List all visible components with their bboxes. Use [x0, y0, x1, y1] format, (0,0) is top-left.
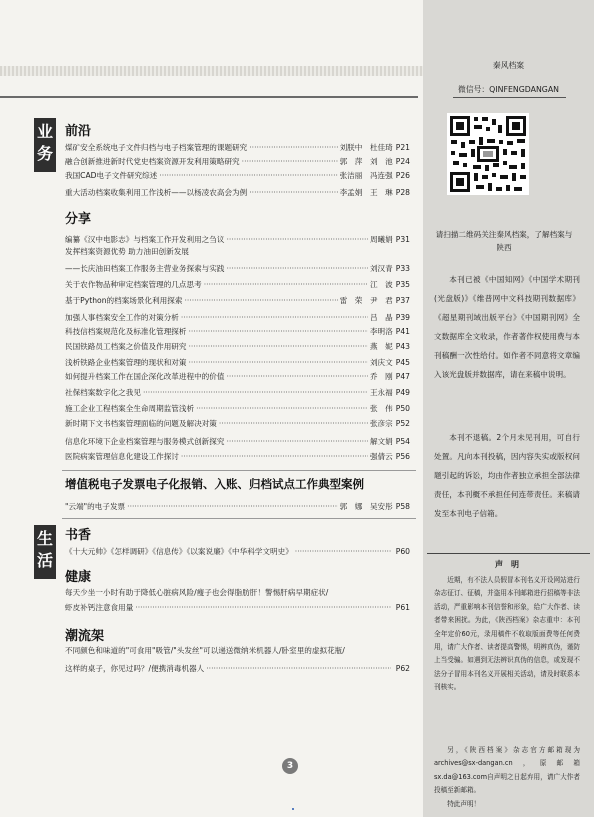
- toc-entry[interactable]: [65, 170, 410, 181]
- entry-title-line[interactable]: 发挥档案资源优势 助力油田创新发展: [65, 247, 189, 256]
- toc-entry[interactable]: [65, 451, 410, 462]
- entry-title-line[interactable]: 不同颜色和味道的"可食用"吸管/"头发丝"可以递送微纳米机器人/卧室里的虚拟花瓶/: [65, 646, 345, 655]
- leader-dots: [135, 602, 390, 613]
- entry-title: 新时期下文书档案管理面临的问题及解决对策: [65, 419, 217, 428]
- toc-entry[interactable]: [65, 418, 410, 429]
- entry-author: 郭 娜 吴安彤: [339, 502, 393, 511]
- entry-page: P39: [395, 313, 410, 322]
- entry-title: 浅析铁路企业档案管理的现状和对策: [65, 358, 187, 367]
- qr-caption: 请扫描二维码关注秦风档案，了解档案与陕西: [435, 230, 573, 252]
- entry-title: 融合创新推进新时代党史档案资源开发利用策略研究: [65, 157, 240, 166]
- entry-title: 信息化环境下企业档案管理与服务模式创新探究: [65, 437, 225, 446]
- leader-dots: [196, 403, 368, 414]
- qr-code-icon[interactable]: [447, 113, 529, 195]
- leader-dots: [226, 263, 368, 274]
- submission-notice: 本刊不退稿。2个月未见刊用，可自行处置。凡向本刊投稿，因内容失实或版权问题引起的诉讼，均由作者独立承担全部法律责任，本刊概不承担任何连带责任。来稿请发至本刊电子信箱。: [434, 433, 580, 518]
- entry-page: P35: [395, 280, 410, 289]
- category-tab-life: [34, 525, 56, 579]
- wechat-underline: [453, 97, 566, 98]
- entry-page: P41: [395, 327, 410, 336]
- declaration-paragraph: 近期，有不法人员假冒本刊名义开设网站进行杂志征订、征稿，并盗用本刊邮箱进行招稿等非法活动，严重影响本刊信誉和形象，给广大作者、读者带来困扰。为此，《陕西档案》杂志重申：本刊全年定价60元，录用稿件不收取版面费等任何费用，请广大作者、读者提高警惕，明辨真伪，谨防上当受骗。如遇到无法辨识真伪的信息，或发现不法分子冒用本刊名义开展相关活动，请及时联系本刊核实。: [434, 576, 580, 692]
- entry-author: 燕 妮: [369, 342, 393, 351]
- section-heading-sharing: 分享: [65, 212, 92, 227]
- entry-title: 加强人事档案安全工作的对策分析: [65, 313, 179, 322]
- section-heading-trend: 潮流架: [65, 629, 105, 644]
- category-char: 务: [36, 144, 53, 163]
- page-number: 3: [282, 758, 298, 774]
- entry-author: 江 波: [369, 280, 393, 289]
- toc-entry[interactable]: [65, 156, 410, 167]
- entry-title: 关于农作物品种审定档案管理的几点思考: [65, 280, 202, 289]
- top-decorative-band: [0, 66, 423, 76]
- section-divider: [62, 470, 416, 471]
- entry-title-line[interactable]: 每天少坐一小时有助于降低心脏病风险/瘦子也会得脂肪肝！警惕肝病早期症状/: [65, 588, 329, 597]
- entry-title: "云端"的电子发票: [65, 502, 126, 511]
- leader-dots: [295, 546, 391, 557]
- entry-author: 乔 刚: [369, 372, 393, 381]
- entry-author: 吕 晶: [369, 313, 393, 322]
- entry-author: 强倩云: [369, 452, 393, 461]
- entry-title: 编纂《汉中电影志》与档案工作开发利用之刍议: [65, 235, 225, 244]
- toc-entry[interactable]: [65, 663, 410, 674]
- entry-title: 重大活动档案收集利用工作浅析——以杨凌农高会为例: [65, 188, 248, 197]
- category-char: 生: [36, 529, 53, 548]
- wechat-id: 微信号：QINFENGDANGAN: [458, 85, 559, 94]
- entry-title: 民国铁路员工档案之价值及作用研究: [65, 342, 187, 351]
- entry-title: 施工企业工程档案全生命周期监管浅析: [65, 404, 195, 413]
- section-divider: [62, 518, 416, 519]
- leader-dots: [189, 326, 368, 337]
- entry-page: P52: [395, 419, 410, 428]
- toc-entry[interactable]: [65, 263, 410, 274]
- leader-dots: [159, 170, 337, 181]
- journal-name: 秦风档案: [492, 61, 525, 70]
- leader-dots: [127, 501, 337, 512]
- entry-author: 刘庆文: [369, 358, 393, 367]
- leader-dots: [181, 451, 368, 462]
- leader-dots: [189, 341, 368, 352]
- toc-entry[interactable]: [65, 371, 410, 382]
- leader-dots: [226, 234, 368, 245]
- entry-title: 这样的桌子，你见过吗？/便携消毒机器人: [65, 664, 205, 673]
- entry-page: P31: [395, 235, 410, 244]
- indexing-notice: 本刊已被《中国知网》《中国学术期刊(光盘版)》《维普网中文科技期刊数据库》《超星期刊域出版平台》《中国期刊网》全文数据库全文收录，作者著作权使用费与本刊稿酬一次性给付。如作者不同意将文章编入该光盘版并数据库，请在来稿中说明。: [434, 275, 580, 379]
- entry-page: P43: [395, 342, 410, 351]
- entry-page: P37: [395, 296, 410, 305]
- declaration-closing: 特此声明！: [447, 800, 481, 808]
- entry-author: 李孟娟 王 琳: [339, 188, 393, 197]
- entry-title: 社保档案数字化之我见: [65, 388, 141, 397]
- entry-author: 雷 荣 尹 君: [339, 296, 393, 305]
- toc-entry[interactable]: [65, 295, 410, 306]
- entry-page: P26: [395, 171, 410, 180]
- entry-page: P56: [395, 452, 410, 461]
- entry-page: P33: [395, 264, 410, 273]
- category-char: 业: [36, 122, 53, 141]
- toc-entry[interactable]: [65, 187, 410, 198]
- entry-title: 虾皮补钙注意食用量: [65, 603, 134, 612]
- entry-page: P62: [395, 664, 410, 673]
- declaration-separator: [427, 553, 590, 554]
- entry-page: P45: [395, 358, 410, 367]
- leader-dots: [226, 436, 368, 447]
- entry-title: 煤矿安全系统电子文件归档与电子档案管理的课题研究: [65, 143, 248, 152]
- toc-entry[interactable]: [65, 234, 410, 245]
- entry-page: P47: [395, 372, 410, 381]
- toc-entry[interactable]: [65, 341, 410, 352]
- entry-author: 刘朕中 杜佳琦: [339, 143, 393, 152]
- entry-author: 张彦宗: [369, 419, 393, 428]
- toc-entry[interactable]: [65, 357, 410, 368]
- toc-entry[interactable]: [65, 546, 410, 557]
- entry-author: 解文娟: [369, 437, 393, 446]
- entry-page: P61: [395, 603, 410, 612]
- toc-entry[interactable]: [65, 501, 410, 512]
- declaration-title: 声 明: [495, 560, 519, 569]
- entry-subtitle: ——长庆油田档案工作服务主营业务探索与实践: [65, 264, 225, 273]
- leader-dots: [249, 142, 337, 153]
- toc-entry[interactable]: [65, 387, 410, 398]
- entry-title: 基于Python的档案场景化利用探索: [65, 296, 183, 305]
- leader-dots: [242, 156, 338, 167]
- toc-entry[interactable]: [65, 403, 410, 414]
- entry-author: 周曦娟: [369, 235, 393, 244]
- entry-title: 如何提升档案工作在国企深化改革进程中的价值: [65, 372, 225, 381]
- toc-entry[interactable]: [65, 312, 410, 323]
- leader-dots: [143, 387, 368, 398]
- entry-page: P54: [395, 437, 410, 446]
- entry-title: 医院病案管理信息化建设工作探讨: [65, 452, 179, 461]
- entry-page: P24: [395, 157, 410, 166]
- feature-title: 增值税电子发票电子化报销、入账、归档试点工作典型案例: [65, 477, 364, 491]
- entry-page: P58: [395, 502, 410, 511]
- entry-author: 郭 萍 刘 池: [339, 157, 393, 166]
- leader-dots: [181, 312, 368, 323]
- entry-page: P49: [395, 388, 410, 397]
- leader-dots: [206, 663, 391, 674]
- top-rule: [0, 96, 418, 98]
- toc-entry[interactable]: [65, 602, 410, 613]
- leader-dots: [204, 279, 368, 290]
- entry-author: 张洁丽 冯连强: [339, 171, 393, 180]
- leader-dots: [249, 187, 337, 198]
- section-heading-health: 健康: [65, 570, 92, 585]
- entry-author: 王永福: [369, 388, 393, 397]
- toc-entry[interactable]: [65, 142, 410, 153]
- entry-page: P28: [395, 188, 410, 197]
- entry-title: 我国CAD电子文件研究综述: [65, 171, 158, 180]
- entry-author: 李明洛: [369, 327, 393, 336]
- print-mark: [292, 808, 294, 810]
- section-heading-books: 书香: [65, 528, 92, 543]
- entry-author: 刘汉青: [369, 264, 393, 273]
- leader-dots: [219, 418, 368, 429]
- entry-page: P21: [395, 143, 410, 152]
- entry-page: P50: [395, 404, 410, 413]
- leader-dots: [189, 357, 368, 368]
- category-tab-business: [34, 118, 56, 172]
- entry-title: 《十大元帅》《怎样调研》《信息传》《以案说廉》《中华科学文明史》: [65, 547, 293, 556]
- category-char: 活: [36, 551, 53, 570]
- leader-dots: [184, 295, 337, 306]
- entry-page: P60: [395, 547, 410, 556]
- entry-title: 科技信档案规范化及标准化管理探析: [65, 327, 187, 336]
- toc-entry[interactable]: [65, 436, 410, 447]
- section-heading-frontier: 前沿: [65, 124, 92, 139]
- leader-dots: [226, 371, 368, 382]
- toc-entry[interactable]: [65, 326, 410, 337]
- toc-entry[interactable]: [65, 279, 410, 290]
- declaration-paragraph: 另，《陕西档案》杂志官方邮箱现为archives@sx-dangan.cn，原邮箱sx.da@163.com自声明之日起弃用，请广大作者投稿至新邮箱。: [434, 746, 580, 795]
- entry-author: 张 伟: [369, 404, 393, 413]
